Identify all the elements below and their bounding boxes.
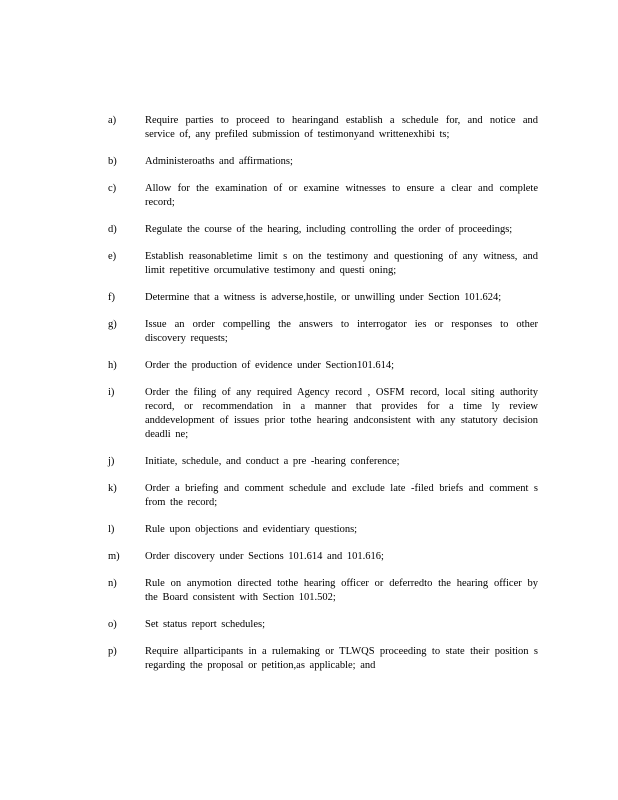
item-text: Issue an order compelling the answers to interrogator ies or responses to other discovery requests; [145, 319, 538, 344]
item-text: Order a briefing and comment schedule and exclude late -filed briefs and comment s from the record; [145, 483, 538, 508]
item-text: Rule on anymotion directed tothe hearing officer or deferredto the hearing officer by the Board consistent with Section 101.502; [145, 578, 538, 603]
list-item [108, 318, 538, 346]
list-item [108, 223, 538, 237]
list-item [108, 386, 538, 442]
enumerated-list [108, 114, 538, 686]
item-letter: f) [108, 292, 115, 303]
list-item [108, 550, 538, 564]
list-item [108, 250, 538, 278]
item-letter: g) [108, 319, 117, 330]
list-item [108, 618, 538, 632]
item-text: Order discovery under Sections 101.614 and 101.616; [145, 551, 384, 562]
item-text: Allow for the examination of or examine witnesses to ensure a clear and complete record; [145, 183, 538, 208]
list-item [108, 645, 538, 673]
item-text: Rule upon objections and evidentiary questions; [145, 524, 358, 535]
item-letter: b) [108, 156, 117, 167]
item-letter: k) [108, 483, 117, 494]
item-letter: o) [108, 619, 117, 630]
list-item [108, 455, 538, 469]
item-letter: p) [108, 646, 117, 657]
item-text: Order the filing of any required Agency record , OSFM record, local siting authority record, or recommendation in a manner that provides for a time ly review anddevelopment of issues prior tothe hearing andconsistent with any statutory decision deadli ne; [145, 387, 538, 440]
list-item [108, 577, 538, 605]
list-item [108, 359, 538, 373]
item-text: Set status report schedules; [145, 619, 266, 630]
list-item [108, 291, 538, 305]
item-letter: h) [108, 360, 117, 371]
item-letter: m) [108, 551, 120, 562]
item-letter: e) [108, 251, 117, 262]
item-text: Establish reasonabletime limit s on the testimony and questioning of any witness, and limit repetitive orcumulative testimony and questi oning; [145, 251, 538, 276]
item-text: Require allparticipants in a rulemaking or TLWQS proceeding to state their position s regarding the proposal or petition,as applicable; and [145, 646, 538, 671]
list-item [108, 182, 538, 210]
item-text: Order the production of evidence under Section101.614; [145, 360, 395, 371]
item-letter: j) [108, 456, 115, 467]
item-letter: i) [108, 387, 115, 398]
item-letter: n) [108, 578, 117, 589]
item-letter: l) [108, 524, 115, 535]
list-item [108, 114, 538, 142]
item-text: Initiate, schedule, and conduct a pre -hearing conference; [145, 456, 400, 467]
list-item [108, 523, 538, 537]
item-letter: a) [108, 115, 117, 126]
item-text: Determine that a witness is adverse,hostile, or unwilling under Section 101.624; [145, 292, 502, 303]
list-item [108, 155, 538, 169]
item-text: Regulate the course of the hearing, including controlling the order of proceedings; [145, 224, 513, 235]
item-letter: c) [108, 183, 117, 194]
item-letter: d) [108, 224, 117, 235]
list-item [108, 482, 538, 510]
item-text: Require parties to proceed to hearingand establish a schedule for, and notice and service of, any prefiled submission of testimonyand writtenexhibi ts; [145, 115, 538, 140]
item-text: Administeroaths and affirmations; [145, 156, 293, 167]
